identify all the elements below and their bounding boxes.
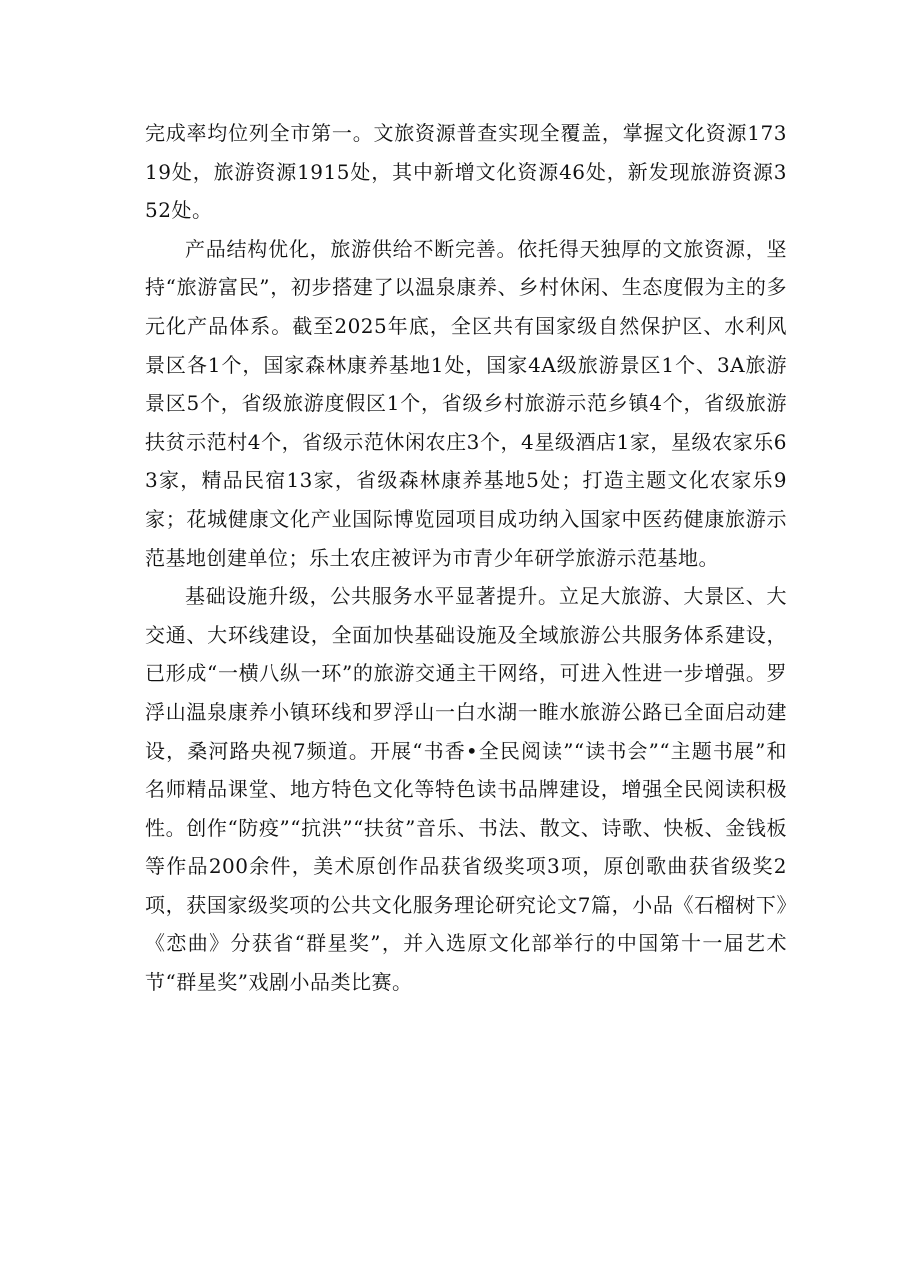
paragraph-infrastructure: 基础设施升级，公共服务水平显著提升。立足大旅游、大景区、大交通、大环线建设，全面加快基础设施及全域旅游公共服务体系建设，已形成“一横八纵一环”的旅游交通主干网络，可进入性进一步增强。罗浮山温泉康养小镇环线和罗浮山一白水湖一睢水旅游公路已全面启动建设，桑河路央视7频道。开展“书香•全民阅读”“读书会”“主题书展”和名师精品课堂、地方特色文化等特色读书品牌建设，增强全民阅读积极性。创作“防疫”“抗洪”“扶贫”音乐、书法、散文、诗歌、快板、金钱板等作品200余件，美术原创作品获省级奖项3项，原创歌曲获省级奖2项，获国家级奖项的公共文化服务理论研究论文7篇，小品《石榴树下》《恋曲》分获省“群星奖”，并入选原文化部举行的中国第十一届艺术节“群星奖”戏剧小品类比赛。	[145, 584, 787, 995]
paragraph-resources: 完成率均位列全市第一。文旅资源普查实现全覆盖，掌握文化资源17319处，旅游资源1915处，其中新增文化资源46处，新发现旅游资源352处。	[145, 121, 787, 223]
document-page	[145, 114, 787, 1002]
paragraph-products: 产品结构优化，旅游供给不断完善。依托得天独厚的文旅资源，坚持“旅游富民”，初步搭建了以温泉康养、乡村休闲、生态度假为主的多元化产品体系。截至2025年底，全区共有国家级自然保护区、水利风景区各1个，国家森林康养基地1处，国家4A级旅游景区1个、3A旅游景区5个，省级旅游度假区1个，省级乡村旅游示范乡镇4个，省级旅游扶贫示范村4个，省级示范休闲农庄3个，4星级酒店1家，星级农家乐63家，精品民宿13家，省级森林康养基地5处；打造主题文化农家乐9家；花城健康文化产业国际博览园项目成功纳入国家中医药健康旅游示范基地创建单位；乐土农庄被评为市青少年研学旅游示范基地。	[145, 236, 787, 570]
